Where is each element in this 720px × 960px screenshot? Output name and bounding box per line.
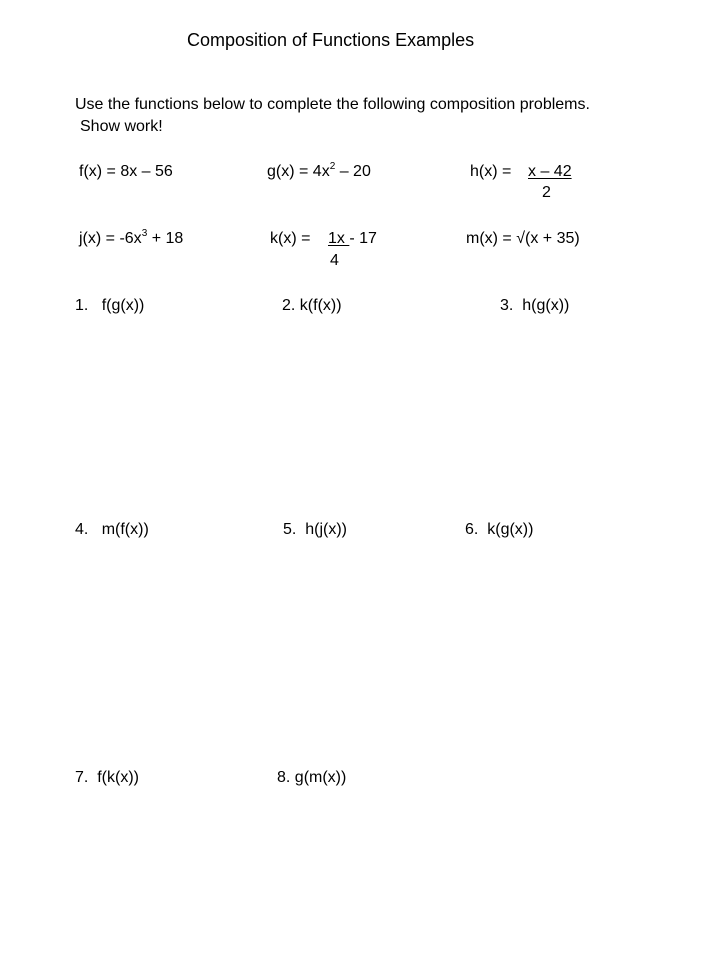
function-j-lhs: j(x) = xyxy=(79,230,115,247)
function-j xyxy=(79,230,183,248)
problem-number: 2. xyxy=(282,297,296,314)
function-j-base: -6x xyxy=(119,230,142,247)
problem-expression: f(k(x)) xyxy=(97,769,139,786)
problem-number: 6. xyxy=(465,521,479,538)
problem-expression: k(f(x)) xyxy=(299,297,342,314)
problem-number: 3. xyxy=(500,297,514,314)
problem-expression: g(m(x)) xyxy=(294,769,347,786)
function-m-rest: (x + 35) xyxy=(525,230,580,247)
function-f: f(x) = 8x – 56 xyxy=(79,163,173,180)
function-k-lhs: k(x) = xyxy=(270,230,311,247)
sqrt-symbol: √ xyxy=(516,230,526,247)
function-h-numerator: x – 42 xyxy=(528,163,572,180)
function-j-rest: + 18 xyxy=(147,230,184,247)
function-k-rest: - 17 xyxy=(349,230,377,247)
function-j-exponent: 3 xyxy=(141,228,148,239)
instructions-line-1: Use the functions below to complete the following composition problems. xyxy=(75,96,590,113)
function-m xyxy=(466,230,580,248)
problem-expression: f(g(x)) xyxy=(101,297,145,314)
problem-number: 7. xyxy=(75,769,89,786)
problem-expression: h(j(x)) xyxy=(305,521,347,538)
problem-expression: h(g(x)) xyxy=(522,297,570,314)
problem-number: 8. xyxy=(277,769,291,786)
problem-2 xyxy=(282,297,342,315)
function-g xyxy=(267,163,371,181)
problem-expression: k(g(x)) xyxy=(487,521,534,538)
instructions-line-2: Show work! xyxy=(80,118,163,135)
problem-5 xyxy=(283,521,347,539)
problem-number: 1. xyxy=(75,297,89,314)
function-h-lhs: h(x) = xyxy=(470,163,512,180)
function-k-denominator: 4 xyxy=(330,252,339,269)
function-m-lhs: m(x) = xyxy=(466,230,512,247)
function-g-exponent: 2 xyxy=(329,161,336,172)
problem-4 xyxy=(75,521,149,539)
function-h-denominator: 2 xyxy=(542,184,551,201)
function-g-rest: – 20 xyxy=(335,163,371,180)
page-title: Composition of Functions Examples xyxy=(187,30,475,50)
problem-3 xyxy=(500,297,569,315)
function-g-base: 4x xyxy=(312,163,330,180)
problem-number: 4. xyxy=(75,521,89,538)
function-k-top xyxy=(328,230,377,248)
problem-7 xyxy=(75,769,139,787)
problem-6 xyxy=(465,521,533,539)
problem-expression: m(f(x)) xyxy=(101,521,149,538)
function-k-numerator: 1x xyxy=(328,230,350,247)
function-g-lhs: g(x) = xyxy=(267,163,309,180)
problem-8 xyxy=(277,769,346,787)
problem-number: 5. xyxy=(283,521,297,538)
problem-1 xyxy=(75,297,144,315)
